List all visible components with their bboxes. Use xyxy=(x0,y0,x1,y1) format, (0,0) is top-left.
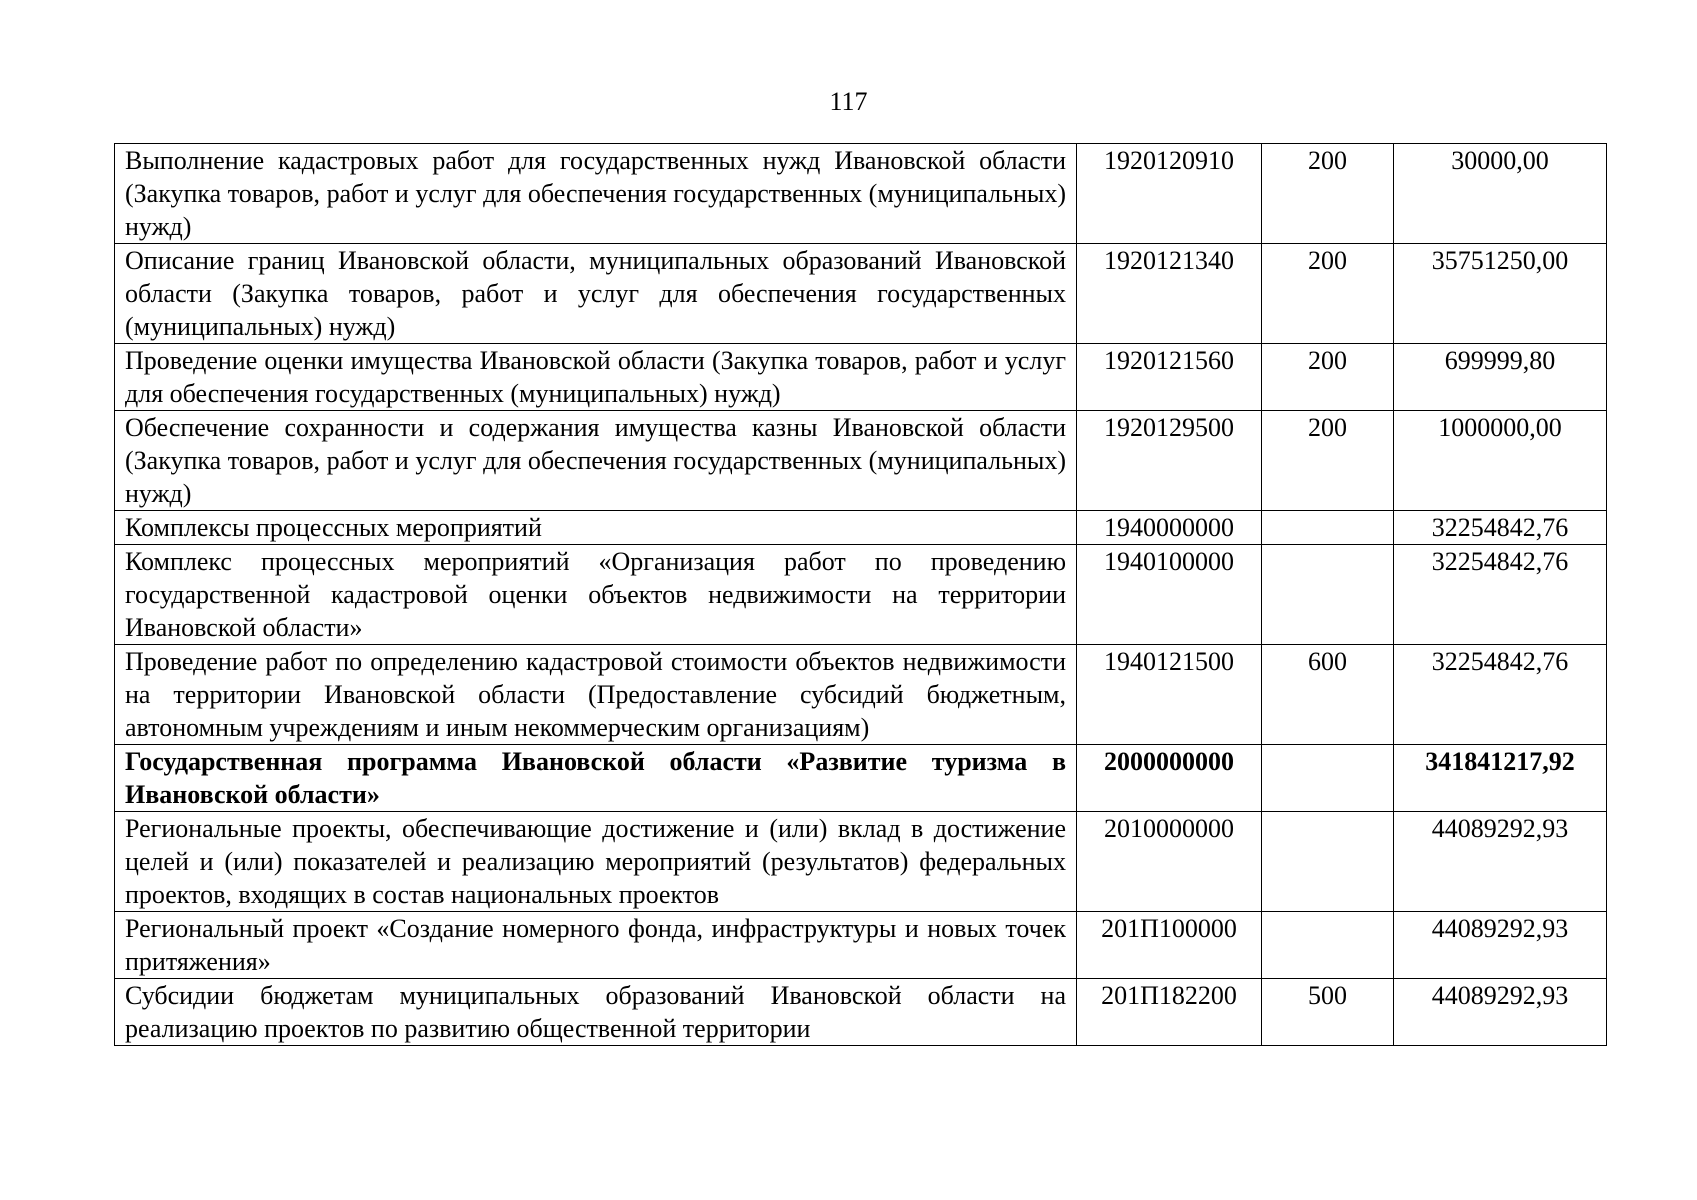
amount-cell: 44089292,93 xyxy=(1394,979,1607,1046)
target-code-cell: 1940100000 xyxy=(1077,545,1262,645)
item-name-cell: Региональный проект «Создание номерного фонда, инфраструктуры и новых точек притяжения» xyxy=(115,912,1077,979)
target-code-cell: 2000000000 xyxy=(1077,745,1262,812)
table-row xyxy=(115,144,1607,244)
table-row xyxy=(115,979,1607,1046)
target-code-cell: 1920121340 xyxy=(1077,244,1262,344)
target-code-cell: 1920121560 xyxy=(1077,344,1262,411)
item-name-cell: Комплекс процессных мероприятий «Организация работ по проведению государственной кадастровой оценки объектов недвижимости на территории Ивановской области» xyxy=(115,545,1077,645)
expense-type-cell xyxy=(1262,511,1394,545)
amount-cell: 32254842,76 xyxy=(1394,511,1607,545)
table-row xyxy=(115,511,1607,545)
table-row xyxy=(115,645,1607,745)
item-name-cell: Государственная программа Ивановской области «Развитие туризма в Ивановской области» xyxy=(115,745,1077,812)
table-row xyxy=(115,545,1607,645)
amount-cell: 44089292,93 xyxy=(1394,812,1607,912)
item-name-cell: Комплексы процессных мероприятий xyxy=(115,511,1077,545)
amount-cell: 44089292,93 xyxy=(1394,912,1607,979)
amount-cell: 1000000,00 xyxy=(1394,411,1607,511)
table-row xyxy=(115,411,1607,511)
item-name-cell: Обеспечение сохранности и содержания имущества казны Ивановской области (Закупка товаров, работ и услуг для обеспечения государственных (муниципальных) нужд) xyxy=(115,411,1077,511)
table-row xyxy=(115,812,1607,912)
target-code-cell: 201П182200 xyxy=(1077,979,1262,1046)
budget-table-body xyxy=(115,144,1607,1046)
table-row xyxy=(115,244,1607,344)
expense-type-cell: 600 xyxy=(1262,645,1394,745)
expense-type-cell: 200 xyxy=(1262,411,1394,511)
amount-cell: 341841217,92 xyxy=(1394,745,1607,812)
target-code-cell: 1940000000 xyxy=(1077,511,1262,545)
page-number: 117 xyxy=(829,87,868,116)
target-code-cell: 2010000000 xyxy=(1077,812,1262,912)
item-name-cell: Региональные проекты, обеспечивающие достижение и (или) вклад в достижение целей и (или) показателей и реализацию мероприятий (результатов) федеральных проектов, входящих в состав национальных проектов xyxy=(115,812,1077,912)
table-row xyxy=(115,912,1607,979)
expense-type-cell: 200 xyxy=(1262,244,1394,344)
amount-cell: 32254842,76 xyxy=(1394,545,1607,645)
expense-type-cell: 200 xyxy=(1262,144,1394,244)
expense-type-cell xyxy=(1262,745,1394,812)
item-name-cell: Выполнение кадастровых работ для государственных нужд Ивановской области (Закупка товаров, работ и услуг для обеспечения государственных (муниципальных) нужд) xyxy=(115,144,1077,244)
expense-type-cell xyxy=(1262,912,1394,979)
item-name-cell: Проведение работ по определению кадастровой стоимости объектов недвижимости на территории Ивановской области (Предоставление субсидий бюджетным, автономным учреждениям и иным некоммерческим организациям) xyxy=(115,645,1077,745)
amount-cell: 35751250,00 xyxy=(1394,244,1607,344)
amount-cell: 32254842,76 xyxy=(1394,645,1607,745)
amount-cell: 699999,80 xyxy=(1394,344,1607,411)
table-row-program-total xyxy=(115,745,1607,812)
budget-table xyxy=(114,143,1607,1046)
table-row xyxy=(115,344,1607,411)
target-code-cell: 1940121500 xyxy=(1077,645,1262,745)
expense-type-cell: 200 xyxy=(1262,344,1394,411)
item-name-cell: Описание границ Ивановской области, муниципальных образований Ивановской области (Закупка товаров, работ и услуг для обеспечения государственных (муниципальных) нужд) xyxy=(115,244,1077,344)
item-name-cell: Проведение оценки имущества Ивановской области (Закупка товаров, работ и услуг для обеспечения государственных (муниципальных) нужд) xyxy=(115,344,1077,411)
target-code-cell: 1920129500 xyxy=(1077,411,1262,511)
expense-type-cell: 500 xyxy=(1262,979,1394,1046)
target-code-cell: 1920120910 xyxy=(1077,144,1262,244)
amount-cell: 30000,00 xyxy=(1394,144,1607,244)
target-code-cell: 201П100000 xyxy=(1077,912,1262,979)
expense-type-cell xyxy=(1262,545,1394,645)
item-name-cell: Субсидии бюджетам муниципальных образований Ивановской области на реализацию проектов по развитию общественной территории xyxy=(115,979,1077,1046)
expense-type-cell xyxy=(1262,812,1394,912)
